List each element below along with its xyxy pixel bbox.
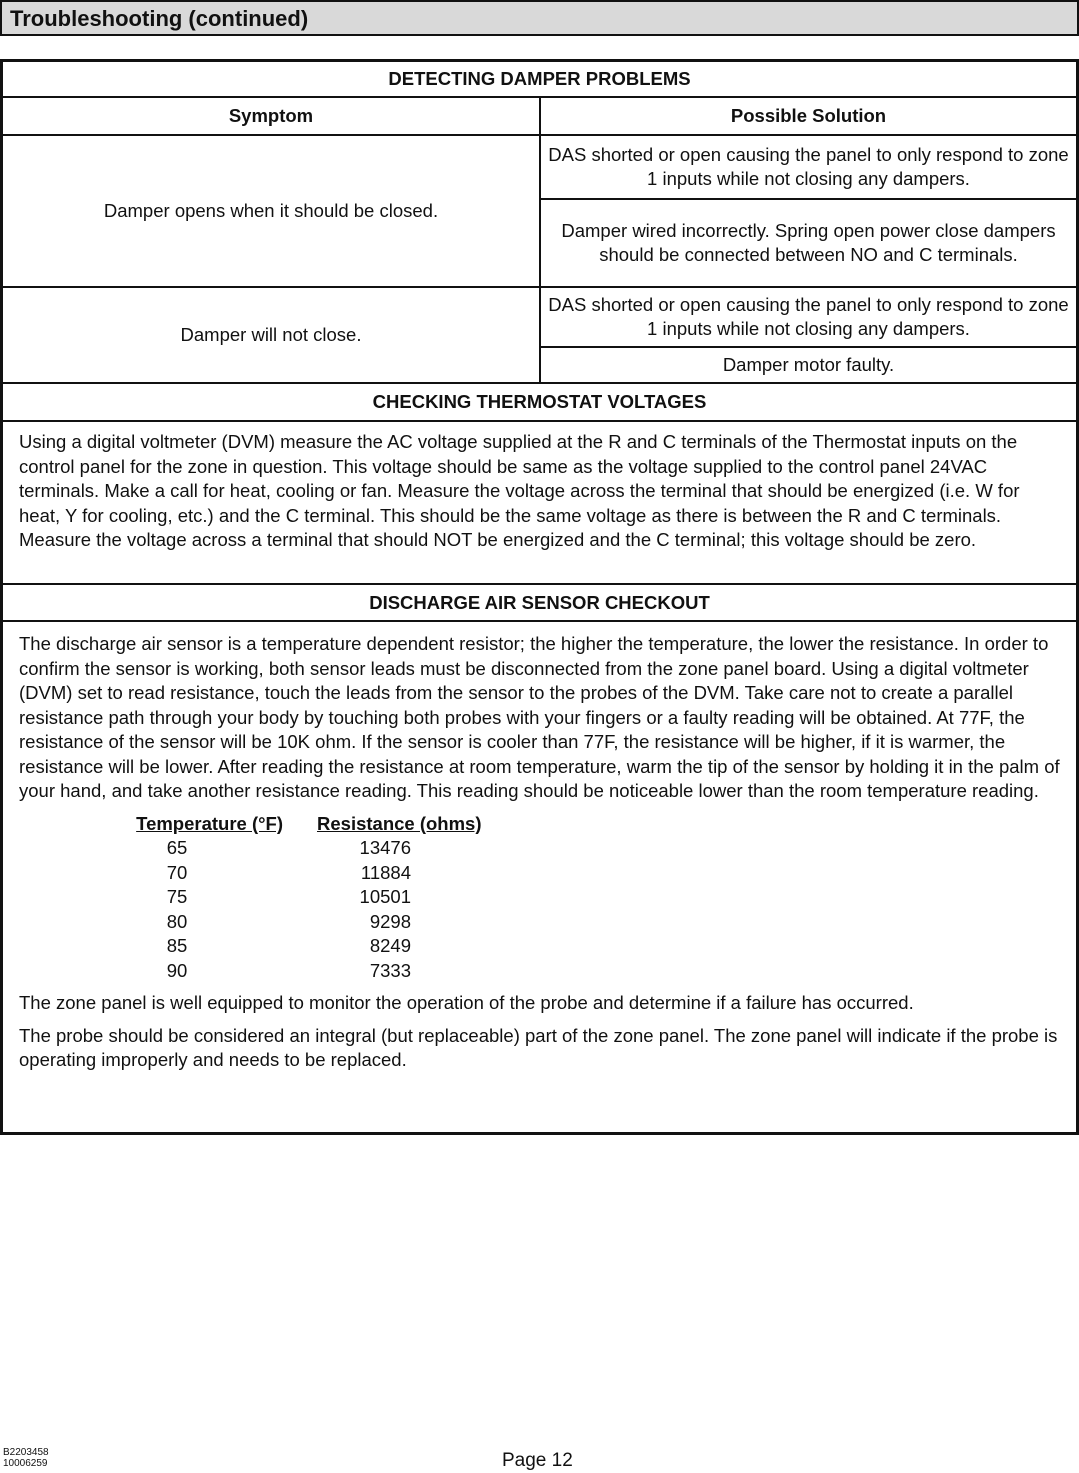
table-row — [19, 910, 1060, 935]
sensor-note-1: The zone panel is well equipped to monitor the operation of the probe and determine if a failure has occurred. — [19, 992, 914, 1013]
section-header: Troubleshooting (continued) — [0, 0, 1079, 36]
thermostat-text: Using a digital voltmeter (DVM) measure the AC voltage supplied at the R and C terminals of the Thermostat inputs on the control panel for the zone in question. This voltage should be same as the voltage supplied to the control panel 24VAC terminals. Make a call for heat, cooling or fan. Measure the voltage across the terminal that should be energized (i.e. W for heat, Y for cooling, etc.) and the C terminal. This should be the same voltage as there is between the R and C terminals. Measure the voltage across a terminal that should NOT be energized and the C terminal; this voltage should be zero. — [3, 422, 1076, 585]
temp-cell: 85 — [166, 935, 188, 956]
table-row — [3, 288, 1076, 384]
res-cell: 8249 — [369, 935, 411, 956]
symptom-cell: Damper opens when it should be closed. — [3, 136, 541, 286]
res-cell: 10501 — [359, 886, 411, 907]
document-code: 10006259 — [3, 1458, 48, 1469]
sensor-title: DISCHARGE AIR SENSOR CHECKOUT — [3, 585, 1076, 622]
table-row — [19, 885, 1060, 910]
symptom-header: Symptom — [3, 98, 541, 134]
solution-cell: DAS shorted or open causing the panel to only respond to zone 1 inputs while not closing any dampers. — [548, 294, 1069, 339]
table-row — [3, 136, 1076, 288]
res-cell: 11884 — [360, 861, 411, 883]
resistance-table-header — [19, 812, 1060, 837]
table-row — [19, 959, 1060, 984]
symptom-cell: Damper will not close. — [3, 288, 541, 382]
sensor-text: The discharge air sensor is a temperature dependent resistor; the higher the temperature, the lower the resistance. In order to confirm the sensor is working, both sensor leads must be disconnected from the zone panel board. Using a digital voltmeter (DVM) set to read resistance, touch the leads from the sensor to the probes of the DVM. Take care not to create a parallel resistance path through your body by touching both probes with your fingers or a faulty reading will be obtained. At 77F, the resistance of the sensor will be 10K ohm. If the sensor is cooler than 77F, the resistance will be higher, if it is warmer, the resistance will be lower. After reading the resistance at room temperature, warm the tip of the sensor by holding it in the palm of your hand, and take another resistance reading. This reading should be noticeable lower than the room temperature reading. — [19, 633, 1060, 801]
temp-cell: 70 — [166, 861, 188, 883]
damper-title: DETECTING DAMPER PROBLEMS — [3, 62, 1076, 98]
sensor-section — [3, 622, 1076, 1132]
temp-header: Temperature (°F) — [136, 812, 283, 834]
column-headers — [3, 98, 1076, 136]
res-cell: 9298 — [369, 910, 411, 932]
solution-cell: Damper wired incorrectly. Spring open power close dampers should be connected between NO and C terminals. — [541, 198, 1076, 286]
thermostat-title: CHECKING THERMOSTAT VOLTAGES — [3, 384, 1076, 422]
document-codes — [3, 1447, 49, 1469]
temp-cell: 65 — [166, 837, 188, 858]
solution-cell: Damper motor faulty. — [541, 346, 1076, 382]
temp-cell: 75 — [166, 886, 188, 907]
temp-cell: 80 — [166, 910, 188, 932]
resistance-table — [19, 812, 1060, 984]
table-row — [19, 861, 1060, 886]
document-code: B2203458 — [3, 1447, 49, 1458]
solution-header: Possible Solution — [730, 105, 887, 126]
page-number: Page 12 — [502, 1450, 573, 1471]
troubleshooting-table — [0, 59, 1079, 1135]
table-row — [19, 836, 1060, 861]
res-cell: 13476 — [359, 837, 411, 858]
sensor-note-2: The probe should be considered an integral (but replaceable) part of the zone panel. The zone panel will indicate if the probe is operating improperly and needs to be replaced. — [19, 1024, 1058, 1070]
res-cell: 7333 — [369, 959, 411, 981]
temp-cell: 90 — [166, 959, 188, 981]
res-header: Resistance (ohms) — [317, 812, 482, 834]
table-row — [19, 934, 1060, 959]
solution-cell: DAS shorted or open causing the panel to only respond to zone 1 inputs while not closing any dampers. — [548, 144, 1069, 189]
